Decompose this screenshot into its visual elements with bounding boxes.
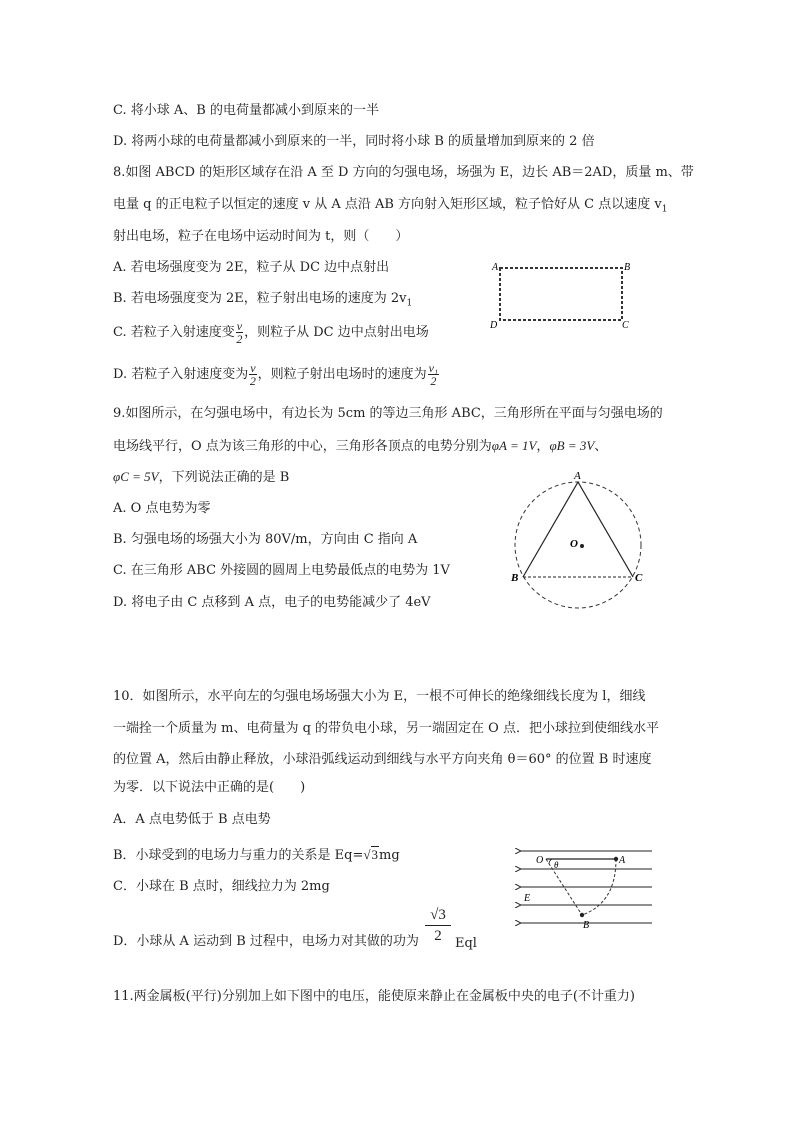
label-b: B [511,572,519,584]
q7-option-d: D. 将两小球的电荷量都减小到原来的一半，同时将小球 B 的质量增加到原来的 2 倍 [113,134,595,149]
q9-stem-3: φC = 5V，下列说法正确的是 B [113,469,290,485]
q10-option-b: B．小球受到的电场力与重力的关系是 Eq=√3mg [113,847,400,863]
q9-triangle-circle-figure [508,468,658,613]
label-b: B [624,262,631,273]
q8-option-d: D. 若粒子入射速度变为 $\frac{v}{2}$ ，则粒子射出电场时的速度为 $\frac{\text{v₁}}{2}$ [113,361,439,388]
q9-option-d: D. 将电子由 C 点移到 A 点，电子的电势能减少了 4eV [113,595,431,610]
q7-option-c: C. 将小球 A、B 的电荷量都减小到原来的一半 [113,103,379,118]
q9-option-b: B. 匀强电场的场强大小为 80V/m，方向由 C 指向 A [113,532,418,547]
label-o: O [536,855,544,866]
q8-option-b: B. 若电场强度变为 2E，粒子射出电场的速度为 $2v_1$ [113,291,413,309]
q10-stem-1: 10．如图所示，水平向左的匀强电场场强大小为 E，一根不可伸长的绝缘细线长度为 l，细线 [113,689,646,704]
q10-stem-2: 一端拴一个质量为 m、电荷量为 q 的带负电小球，另一端固定在 O 点．把小球拉到使细线水平 [113,721,659,736]
q10-option-a: A．A 点电势低于 B 点电势 [113,812,271,827]
label-d: D [490,320,498,330]
fraction-v-over-2: $\frac{v}{2}$ [236,319,243,346]
q10-stem-4: 为零．以下说法中正确的是( ) [113,780,306,795]
q10-stem-3: 的位置 A，然后由静止释放，小球沿弧线运动到细线与水平方向夹角 θ＝60° 的位置 B 时速度 [113,752,652,767]
q10-option-d-text: D．小球从 A 运动到 B 过程中，电场力对其做的功为 [113,934,419,949]
q10-option-d-fraction: √3 2 [425,905,451,946]
fraction-v-over-2: $\frac{v}{2}$ [249,361,256,388]
q8-option-a: A. 若电场强度变为 2E，粒子从 DC 边中点射出 [113,260,390,275]
label-c: C [635,572,643,584]
q11-stem-1: 11.两金属板(平行)分别加上如下图中的电压，能使原来静止在金属板中央的电子(不计重力) [113,989,635,1004]
q8-stem-1: 8.如图 ABCD 的矩形区域存在沿 A 至 D 方向的匀强电场，场强为 E，边长 AB＝2AD，质量 m、带 [113,165,694,180]
q10-field-figure [512,843,657,935]
q9-option-a: A. O 点电势为零 [113,501,211,516]
label-b: B [583,920,590,931]
fraction-v1-over-2: $\frac{\text{v₁}}{2}$ [428,361,439,388]
label-e: E [524,893,531,904]
label-o: O [570,538,578,550]
label-theta: θ [554,860,559,870]
q8-stem-2: 电量 q 的正电粒子以恒定的速度 v 从 A 点沿 AB 方向射入矩形区域，粒子恰好从 C 点以速度 $v_1$ [113,197,668,215]
q10-option-c: C．小球在 B 点时，细线拉力为 2mg [113,879,330,894]
q8-option-c: C. 若粒子入射速度变 $\frac{v}{2}$ ，则粒子从 DC 边中点射出电场 [113,319,429,346]
q9-option-c: C. 在三角形 ABC 外接圆的圆周上电势最低点的电势为 1V [113,563,450,578]
q8-stem-3: 射出电场，粒子在电场中运动时间为 t，则（ ） [113,229,409,244]
label-c: C [622,320,629,330]
label-a: A [492,262,499,273]
q9-stem-2: 电场线平行，O 点为该三角形的中心，三角形各顶点的电势分别为φA = 1V，φB = 3V、 [113,438,608,454]
label-a: A [574,470,581,482]
label-a: A [619,855,626,866]
q10-option-d-eql: Eql [455,936,477,951]
q8-rectangle-figure [488,258,638,330]
q9-stem-1: 9.如图所示，在匀强电场中，有边长为 5cm 的等边三角形 ABC，三角形所在平面与匀强电场的 [113,406,663,421]
